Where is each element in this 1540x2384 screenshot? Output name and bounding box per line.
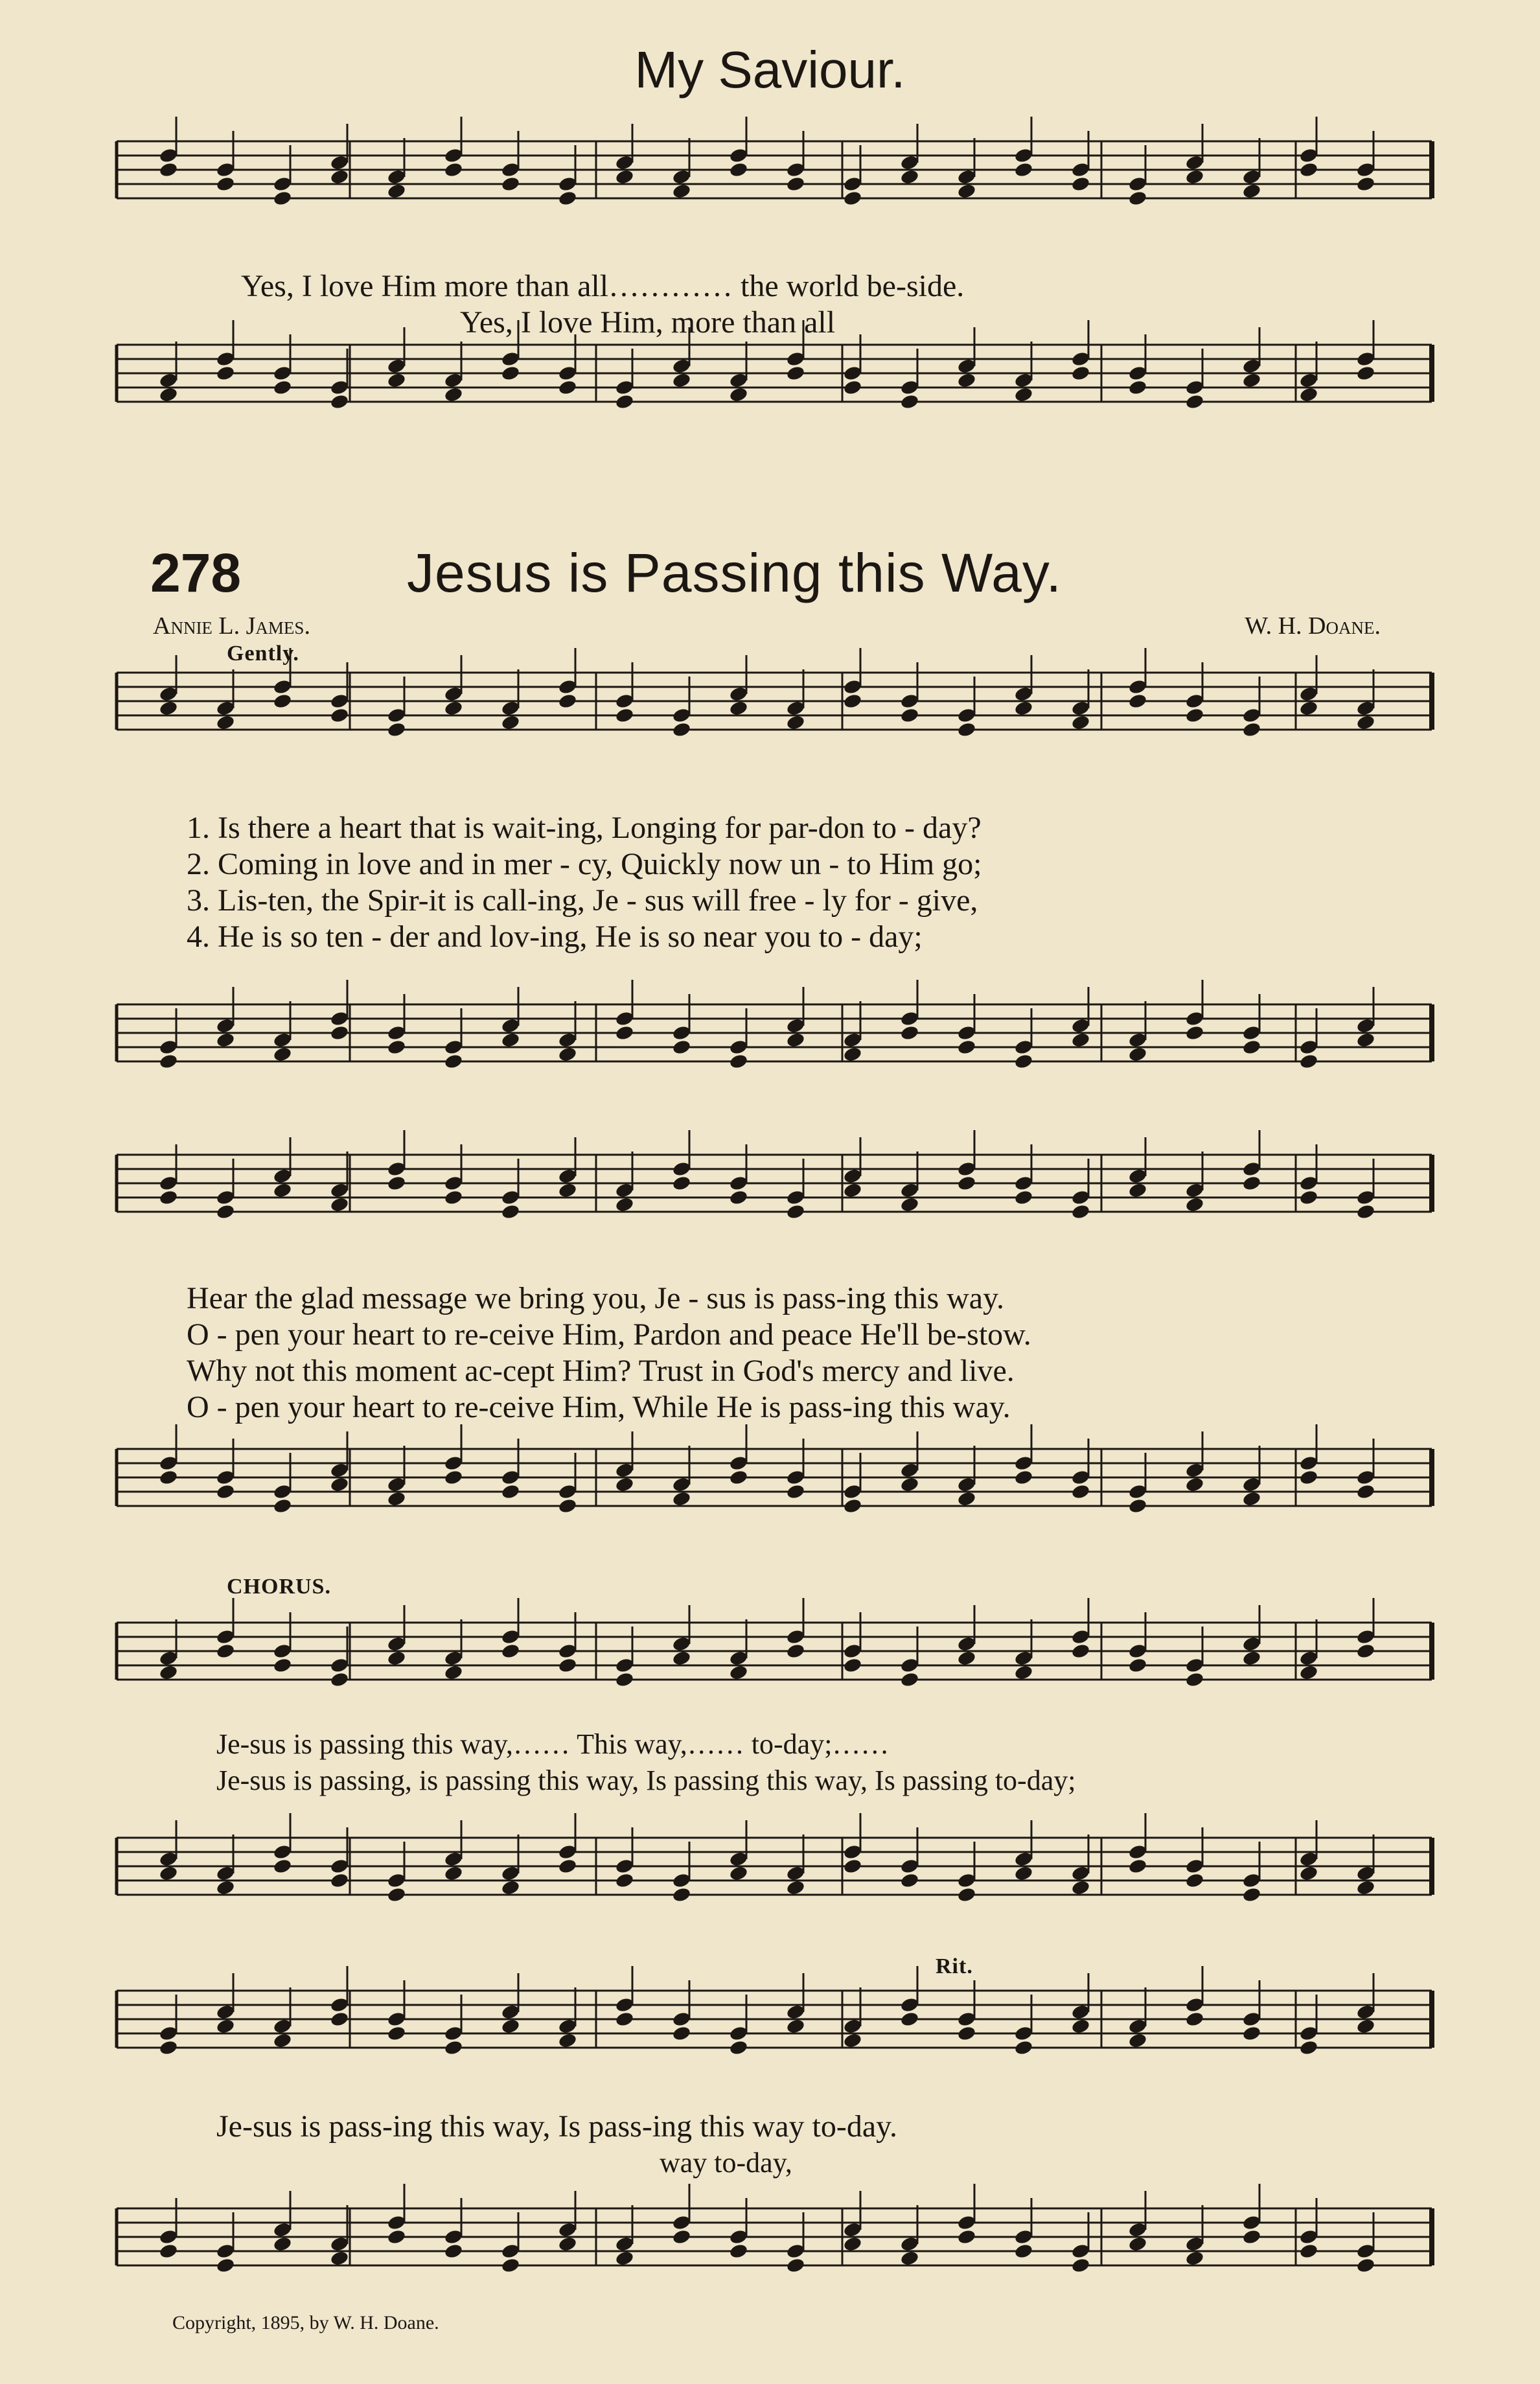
verse-part1-line4: 4. He is so ten - der and lov-ing, He is so near you to - day; (187, 920, 923, 954)
chorus-label: CHORUS. (227, 1575, 331, 1599)
verse-part2-line1: Hear the glad message we bring you, Je - sus is pass-ing this way. (187, 1281, 1004, 1315)
chorus-line2: Je-sus is passing, is passing this way, Is passing this way, Is passing to-day; (216, 1765, 1076, 1796)
composer: W. H. Doane. (1245, 612, 1381, 640)
hymn-number: 278 (150, 542, 242, 603)
verse-part1-line2: 2. Coming in love and in mer - cy, Quickly now un - to Him go; (187, 847, 982, 881)
note-heads (159, 117, 1376, 2274)
chorus-line1: Je-sus is passing this way,…… This way,…… to-day;…… (216, 1728, 890, 1760)
final-alto-line: way to-day, (660, 2147, 792, 2179)
verse-part2-line2: O - pen your heart to re-ceive Him, Pardon and peace He'll be-stow. (187, 1317, 1031, 1352)
verse-part2-line4: O - pen your heart to re-ceive Him, While He is pass-ing this way. (187, 1390, 1011, 1424)
verse-part1-line1: 1. Is there a heart that is wait-ing, Longing for par-don to - day? (187, 811, 982, 845)
previous-hymn-title: My Saviour. (634, 41, 906, 98)
previous-lyrics-line1: Yes, I love Him more than all………… the world be-side. (241, 269, 965, 303)
author: Annie L. James. (153, 612, 310, 640)
verse-part1-line3: 3. Lis-ten, the Spir-it is call-ing, Je - sus will free - ly for - give, (187, 883, 978, 918)
hymn-title: Jesus is Passing this Way. (407, 542, 1062, 603)
ritard-marking: Rit. (936, 1954, 973, 1978)
copyright-notice: Copyright, 1895, by W. H. Doane. (172, 2312, 439, 2333)
staff-lines (117, 141, 1432, 2265)
final-lyrics-line: Je-sus is pass-ing this way, Is pass-ing this way to-day. (216, 2109, 898, 2144)
verse-part2-line3: Why not this moment ac-cept Him? Trust in God's mercy and live. (187, 1354, 1015, 1388)
tempo-marking: Gently. (227, 642, 299, 665)
previous-lyrics-line2: Yes, I love Him, more than all (460, 305, 836, 340)
